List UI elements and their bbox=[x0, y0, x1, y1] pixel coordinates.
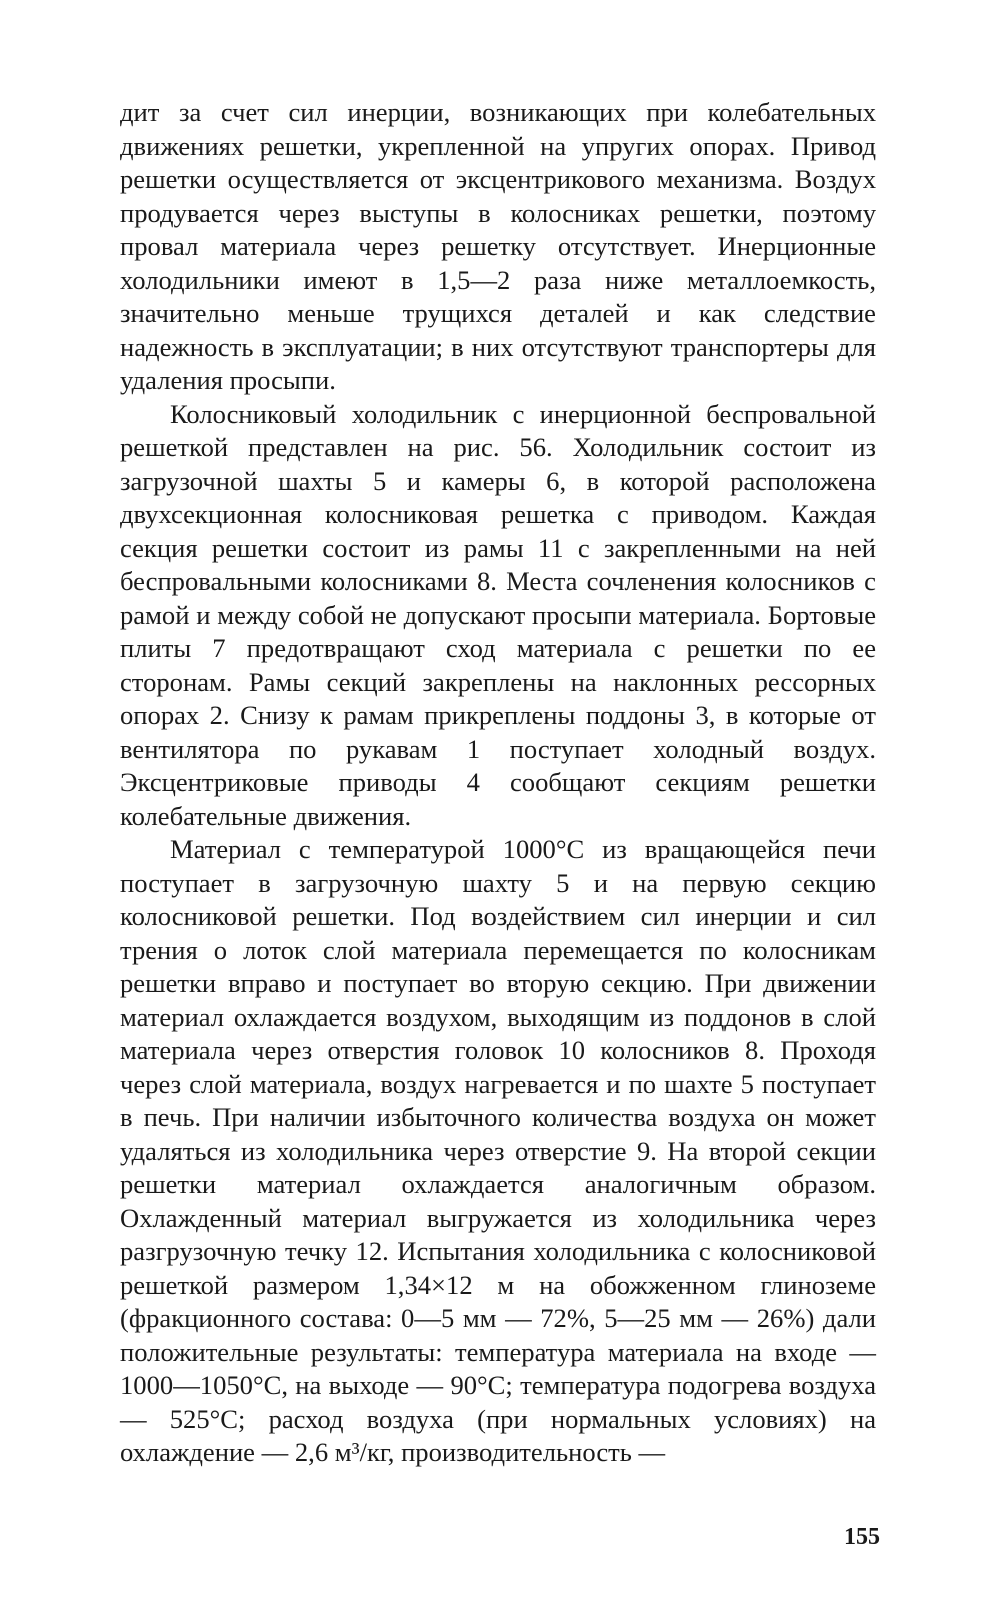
paragraph-cooler-description: Колосниковый холодильник с инерционной беспровальной решеткой представлен на рис. 56. Холодильник состоит из загрузочной шахты 5 и камеры 6, в которой расположена двухсекционная колосниковая решетка с приводом. Каждая секция решетки состоит из рамы 11 с закрепленными на ней беспровальными колосниками 8. Места сочленения колосников с рамой и между собой не допускают просыпи материала. Бортовые плиты 7 предотвращают сход материала с решетки по ее сторонам. Рамы секций закреплены на наклонных рессорных опорах 2. Снизу к рамам прикреплены поддоны 3, в которые от вентилятора по рукавам 1 поступает холодный воздух. Эксцентриковые приводы 4 сообщают секциям решетки колебательные движения. bbox=[120, 398, 876, 831]
paragraph-material-flow: Материал с температурой 1000°С из вращающейся печи поступает в загрузочную шахту 5 и на первую секцию колосниковой решетки. Под воздействием сил инерции и сил трения о лоток слой материала перемещается по колосникам решетки вправо и поступает во вторую секцию. При движении материал охлаждается воздухом, выходящим из поддонов в слой материала через отверстия головок 10 колосников 8. Проходя через слой материала, воздух нагревается и по шахте 5 поступает в печь. При наличии избыточного количества воздуха он может удаляться из холодильника через отверстие 9. На второй секции решетки материал охлаждается аналогичным образом. Охлажденный материал выгружается из холодильника через разгрузочную течку 12. Испытания холодильника с колосниковой решеткой размером 1,34×12 м на обожженном глиноземе (фракционного состава: 0—5 мм — 72%, 5—25 мм — 26%) дали положительные результаты: температура материала на входе — 1000—1050°С, на выходе — 90°С; температура подогрева воздуха — 525°С; расход воздуха (при нормальных условиях) на охлаждение — 2,6 м³/кг, производительность — bbox=[120, 834, 876, 1467]
paragraph-continuation: дит за счет сил инерции, возникающих при колебательных движениях решетки, укрепленной на упругих опорах. Привод решетки осуществляется от эксцентрикового механизма. Воздух продувается через выступы в колосниках решетки, поэтому провал материала через решетку отсутствует. Инерционные холодильники имеют в 1,5—2 раза ниже металлоемкость, значительно меньше трущихся деталей и как следствие надежность в эксплуатации; в них отсутствуют транспортеры для удаления просыпи. bbox=[120, 97, 876, 395]
page-number: 155 bbox=[844, 1524, 880, 1550]
page-body bbox=[120, 96, 876, 1470]
